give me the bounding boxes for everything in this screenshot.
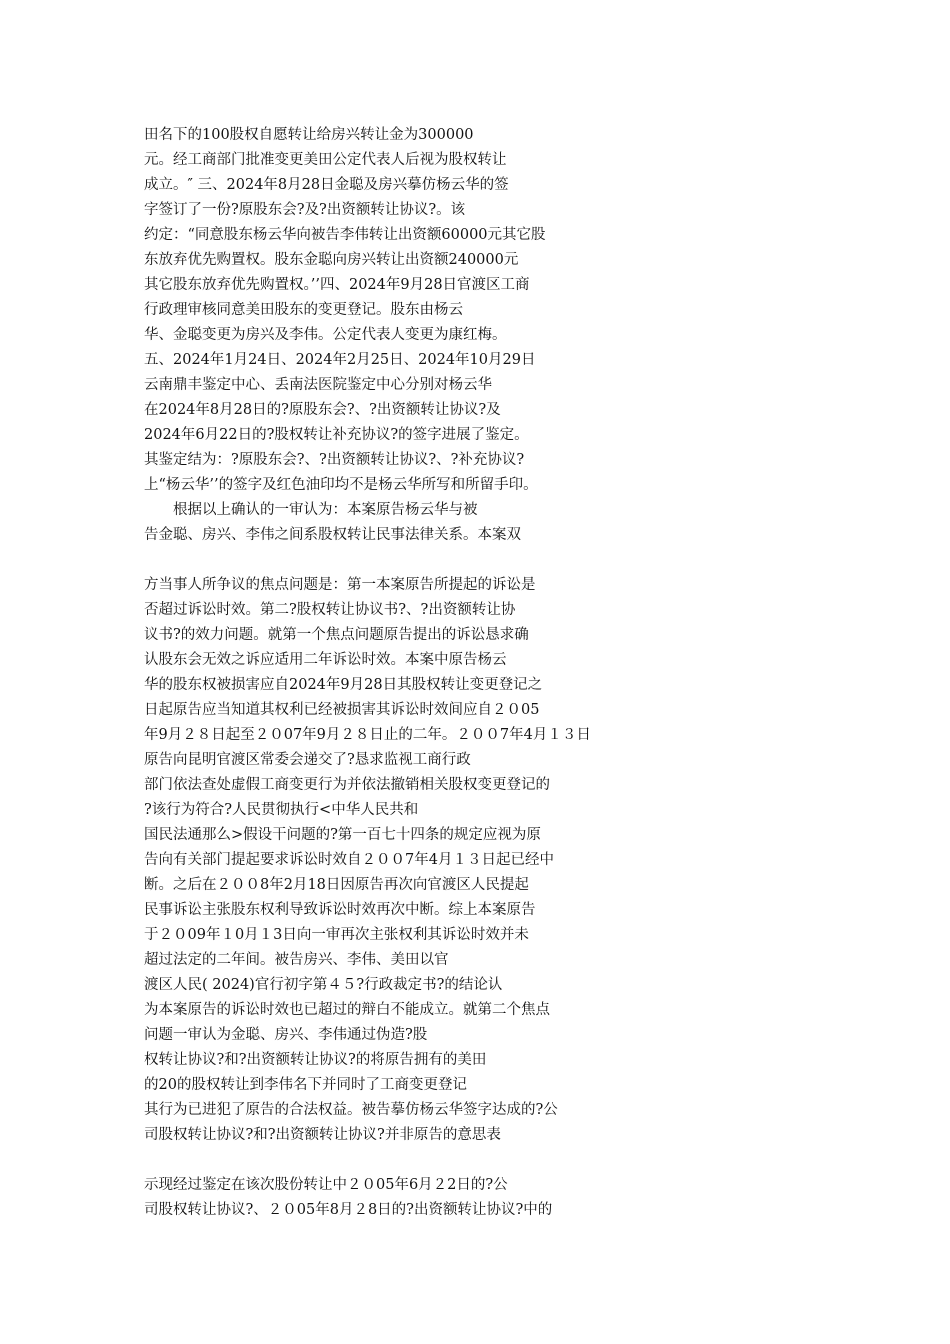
text-line: 约定：“同意股东杨云华向被告李伟转让出资额60000元其它股 — [144, 227, 546, 243]
text-line: 元。经工商部门批准变更美田公定代表人后视为股权转让 — [144, 152, 507, 168]
text-line: 其它股东放弃优先购置权。’’四、2024年9月28日官渡区工商 — [144, 277, 530, 293]
text-line: 为本案原告的诉讼时效也已超过的辩白不能成立。就第二个焦点 — [144, 1002, 550, 1018]
text-line: 议书?的效力问题。就第一个焦点问题原告提出的诉讼恳求确 — [144, 627, 529, 643]
document-body — [144, 123, 934, 1223]
paragraph-gap — [144, 548, 934, 573]
text-line: 部门依法查处虚假工商变更行为并依法撤销相关股权变更登记的 — [144, 777, 550, 793]
text-line: 断。之后在２００8年2月18日因原告再次向官渡区人民提起 — [144, 877, 529, 893]
text-line: 根据以上确认的一审认为：本案原告杨云华与被 — [144, 502, 478, 518]
text-line: 权转让协议?和?出资额转让协议?的将原告拥有的美田 — [144, 1052, 487, 1068]
text-line: 问题一审认为金聪、房兴、李伟通过伪造?股 — [144, 1027, 428, 1043]
text-line: 否超过诉讼时效。第二?股权转让协议书?、?出资额转让协 — [144, 602, 516, 618]
text-line: 司股权转让协议?和?出资额转让协议?并非原告的意思表 — [144, 1127, 501, 1143]
text-line: 示现经过鉴定在该次股份转让中２０05年6月２2日的?公 — [144, 1177, 508, 1193]
text-line: 日起原告应当知道其权利已经被损害其诉讼时效间应自２０05 — [144, 702, 540, 718]
paragraph-gap — [144, 1148, 934, 1173]
text-line: 民事诉讼主张股东权利导致诉讼时效再次中断。综上本案原告 — [144, 902, 536, 918]
text-line: 华的股东权被损害应自2024年9月28日其股权转让变更登记之 — [144, 677, 543, 693]
text-line: 上“杨云华’’的签字及红色油印均不是杨云华所写和所留手印。 — [144, 477, 538, 493]
text-line: 田名下的100股权自愿转让给房兴转让金为300000 — [144, 127, 474, 143]
text-line: 五、2024年1月24日、2024年2月25日、2024年10月29日 — [144, 352, 536, 368]
text-line: 2024年6月22日的?股权转让补充协议?的签字进展了鉴定。 — [144, 427, 529, 443]
text-line: 于２０09年１0月１3日向一审再次主张权利其诉讼时效并未 — [144, 927, 529, 943]
text-line: 告向有关部门提起要求诉讼时效自２００7年4月１３日起已经中 — [144, 852, 554, 868]
text-line: 东放弃优先购置权。股东金聪向房兴转让出资额240000元 — [144, 252, 519, 268]
text-line: 司股权转让协议?、２０05年8月２8日的?出资额转让协议?中的 — [144, 1202, 553, 1218]
text-line: 字签订了一份?原股东会?及?出资额转让协议?。该 — [144, 202, 466, 218]
text-line: 原告向昆明官渡区常委会递交了?恳求监视工商行政 — [144, 752, 471, 768]
text-line: 成立。″ 三、2024年8月28日金聪及房兴摹仿杨云华的签 — [144, 177, 509, 193]
text-line: 的20的股权转让到李伟名下并同时了工商变更登记 — [144, 1077, 467, 1093]
text-line: 其鉴定结为：?原股东会?、?出资额转让协议?、?补充协议? — [144, 452, 525, 468]
text-line: 云南鼎丰鉴定中心、丢南法医院鉴定中心分别对杨云华 — [144, 377, 492, 393]
text-line: 认股东会无效之诉应适用二年诉讼时效。本案中原告杨云 — [144, 652, 507, 668]
text-line: 行政理审核同意美田股东的变更登记。股东由杨云 — [144, 302, 463, 318]
text-line: 在2024年8月28日的?原股东会?、?出资额转让协议?及 — [144, 402, 501, 418]
text-line: 超过法定的二年间。被告房兴、李伟、美田以官 — [144, 952, 449, 968]
text-line: 其行为已进犯了原告的合法权益。被告摹仿杨云华签字达成的?公 — [144, 1102, 558, 1118]
text-line: 年9月２８日起至２０07年9月２８日止的二年。２００7年4月１３日 — [144, 727, 591, 743]
text-line: 方当事人所争议的焦点问题是：第一本案原告所提起的诉讼是 — [144, 577, 536, 593]
text-line: 渡区人民( 2024)官行初字第４５?行政裁定书?的结论认 — [144, 977, 503, 993]
text-line: ?该行为符合?人民贯彻执行<中华人民共和 — [144, 802, 419, 818]
text-line: 华、金聪变更为房兴及李伟。公定代表人变更为康红梅。 — [144, 327, 507, 343]
text-line: 国民法通那么>假设干问题的?第一百七十四条的规定应视为原 — [144, 827, 541, 843]
text-line: 告金聪、房兴、李伟之间系股权转让民事法律关系。本案双 — [144, 527, 521, 543]
